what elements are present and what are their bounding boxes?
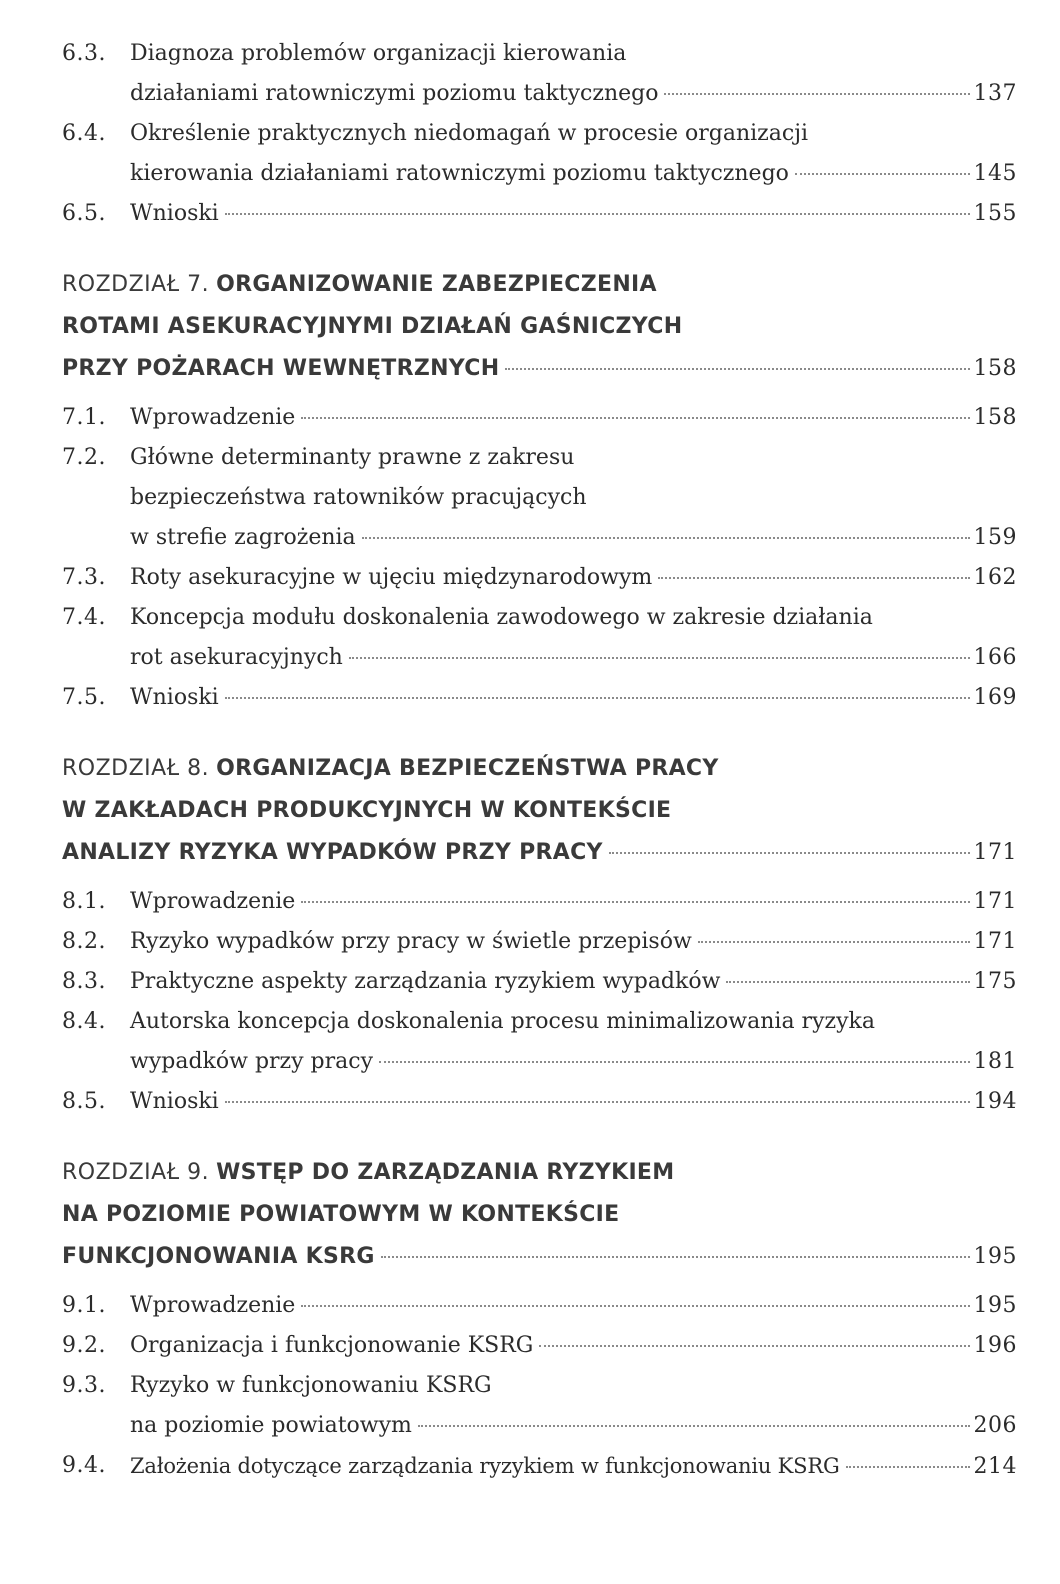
section-number: 7.3.: [62, 565, 106, 590]
page-number: 196: [973, 1333, 1017, 1358]
toc-entry-6-5[interactable]: [62, 194, 1017, 234]
toc-entry-9-2[interactable]: [62, 1326, 1017, 1366]
section-number: 9.2.: [62, 1333, 106, 1358]
dot-leader: [846, 1466, 970, 1468]
dot-leader: [301, 1305, 969, 1307]
dot-leader: [418, 1425, 970, 1427]
page-number: 166: [973, 645, 1017, 670]
chapter-heading-9[interactable]: [62, 1152, 1017, 1278]
section-number: 6.3.: [62, 41, 106, 66]
chapter-title-line: ORGANIZOWANIE ZABEZPIECZENIA: [216, 272, 657, 297]
dot-leader: [505, 368, 969, 370]
chapter-label: ROZDZIAŁ 7.: [62, 272, 210, 297]
section-title-line: Wnioski: [130, 201, 219, 226]
page-number: 171: [973, 840, 1017, 865]
toc-entry-8-2[interactable]: [62, 922, 1017, 962]
section-title-line: Ryzyko wypadków przy pracy w świetle przepisów: [130, 929, 692, 954]
dot-leader: [349, 657, 970, 659]
table-of-contents: [62, 34, 1017, 1487]
page-number: 159: [973, 525, 1017, 550]
chapter-title-line: WSTĘP DO ZARZĄDZANIA RYZYKIEM: [216, 1160, 675, 1185]
dot-leader: [609, 852, 970, 854]
chapter-title-line: ANALIZY RYZYKA WYPADKÓW PRZY PRACY: [62, 840, 603, 865]
section-title-line: Określenie praktycznych niedomagań w procesie organizacji: [130, 121, 809, 146]
page-number: 137: [973, 81, 1017, 106]
dot-leader: [658, 577, 969, 579]
toc-entry-9-1[interactable]: [62, 1286, 1017, 1326]
section-title-line: Organizacja i funkcjonowanie KSRG: [130, 1333, 534, 1358]
toc-entry-7-2[interactable]: [62, 438, 1017, 558]
section-title-line: Praktyczne aspekty zarządzania ryzykiem wypadków: [130, 969, 721, 994]
section-title-line: Ryzyko w funkcjonowaniu KSRG: [130, 1373, 492, 1398]
section-number: 7.5.: [62, 685, 106, 710]
chapter-heading-8[interactable]: [62, 748, 1017, 874]
section-title-line: działaniami ratowniczymi poziomu taktycznego: [130, 81, 659, 106]
chapter-label: ROZDZIAŁ 8.: [62, 756, 210, 781]
page-number: 158: [973, 405, 1017, 430]
page-number: 171: [973, 889, 1017, 914]
dot-leader: [539, 1345, 969, 1347]
toc-entry-8-3[interactable]: [62, 962, 1017, 1002]
dot-leader: [379, 1061, 969, 1063]
page-number: 145: [973, 161, 1017, 186]
dot-leader: [301, 417, 969, 419]
toc-entry-9-3[interactable]: [62, 1366, 1017, 1446]
toc-entry-7-4[interactable]: [62, 598, 1017, 678]
section-number: 9.3.: [62, 1373, 106, 1398]
section-title-line: wypadków przy pracy: [130, 1049, 374, 1074]
section-number: 8.5.: [62, 1089, 106, 1114]
page-number: 214: [973, 1454, 1017, 1479]
chapter-title-line: FUNKCJONOWANIA KSRG: [62, 1244, 375, 1269]
page-number: 181: [973, 1049, 1017, 1074]
section-number: 9.4.: [62, 1453, 106, 1478]
dot-leader: [301, 901, 969, 903]
section-number: 6.4.: [62, 121, 106, 146]
dot-leader: [362, 537, 970, 539]
section-number: 8.2.: [62, 929, 106, 954]
page-number: 195: [973, 1293, 1017, 1318]
toc-entry-8-1[interactable]: [62, 882, 1017, 922]
dot-leader: [381, 1256, 970, 1258]
section-title-line: na poziomie powiatowym: [130, 1413, 412, 1438]
section-number: 7.2.: [62, 445, 106, 470]
chapter-heading-7[interactable]: [62, 264, 1017, 390]
toc-entry-8-4[interactable]: [62, 1002, 1017, 1082]
toc-entry-7-1[interactable]: [62, 398, 1017, 438]
chapter-label: ROZDZIAŁ 9.: [62, 1160, 210, 1185]
page-number: 195: [973, 1244, 1017, 1269]
section-title-line: Koncepcja modułu doskonalenia zawodowego w zakresie działania: [130, 605, 873, 630]
chapter-title-line: NA POZIOMIE POWIATOWYM W KONTEKŚCIE: [62, 1202, 620, 1227]
section-title-line: Wnioski: [130, 1089, 219, 1114]
chapter-title-line: ROTAMI ASEKURACYJNYMI DZIAŁAŃ GAŚNICZYCH: [62, 314, 683, 339]
dot-leader: [795, 173, 970, 175]
toc-entry-9-4[interactable]: [62, 1446, 1017, 1487]
section-title-line: bezpieczeństwa ratowników pracujących: [130, 485, 587, 510]
toc-entry-7-3[interactable]: [62, 558, 1017, 598]
dot-leader: [225, 213, 970, 215]
section-number: 9.1.: [62, 1293, 106, 1318]
section-title-line: w strefie zagrożenia: [130, 525, 356, 550]
toc-entry-6-3[interactable]: [62, 34, 1017, 114]
section-number: 8.3.: [62, 969, 106, 994]
page-number: 162: [973, 565, 1017, 590]
section-title-line: rot asekuracyjnych: [130, 645, 343, 670]
dot-leader: [726, 981, 969, 983]
chapter-title-line: W ZAKŁADACH PRODUKCYJNYCH W KONTEKŚCIE: [62, 798, 672, 823]
section-number: 8.1.: [62, 889, 106, 914]
chapter-title-line: PRZY POŻARACH WEWNĘTRZNYCH: [62, 356, 500, 381]
page-number: 194: [973, 1089, 1017, 1114]
page-number: 175: [973, 969, 1017, 994]
section-title-line: Wprowadzenie: [130, 1293, 296, 1318]
section-title-line: Wprowadzenie: [130, 889, 296, 914]
page-number: 155: [973, 201, 1017, 226]
section-number: 8.4.: [62, 1009, 106, 1034]
section-title-line: Główne determinanty prawne z zakresu: [130, 445, 575, 470]
dot-leader: [698, 941, 970, 943]
toc-entry-6-4[interactable]: [62, 114, 1017, 194]
section-title-line: Autorska koncepcja doskonalenia procesu minimalizowania ryzyka: [130, 1009, 875, 1034]
section-title-line: Wnioski: [130, 685, 219, 710]
toc-entry-7-5[interactable]: [62, 678, 1017, 718]
section-number: 6.5.: [62, 201, 106, 226]
page-number: 171: [973, 929, 1017, 954]
section-number: 7.1.: [62, 405, 106, 430]
page-number: 206: [973, 1413, 1017, 1438]
section-title-line: Roty asekuracyjne w ujęciu międzynarodowym: [130, 565, 653, 590]
dot-leader: [664, 93, 969, 95]
section-number: 7.4.: [62, 605, 106, 630]
toc-entry-8-5[interactable]: [62, 1082, 1017, 1122]
dot-leader: [225, 1101, 970, 1103]
section-title-line: kierowania działaniami ratowniczymi poziomu taktycznego: [130, 161, 789, 186]
chapter-title-line: ORGANIZACJA BEZPIECZEŃSTWA PRACY: [216, 756, 719, 781]
section-title-line: Wprowadzenie: [130, 405, 296, 430]
dot-leader: [225, 697, 970, 699]
section-title-line: Diagnoza problemów organizacji kierowania: [130, 41, 627, 66]
page-number: 169: [973, 685, 1017, 710]
page-number: 158: [973, 356, 1017, 381]
section-title-line: Założenia dotyczące zarządzania ryzykiem w funkcjonowaniu KSRG: [130, 1454, 840, 1478]
